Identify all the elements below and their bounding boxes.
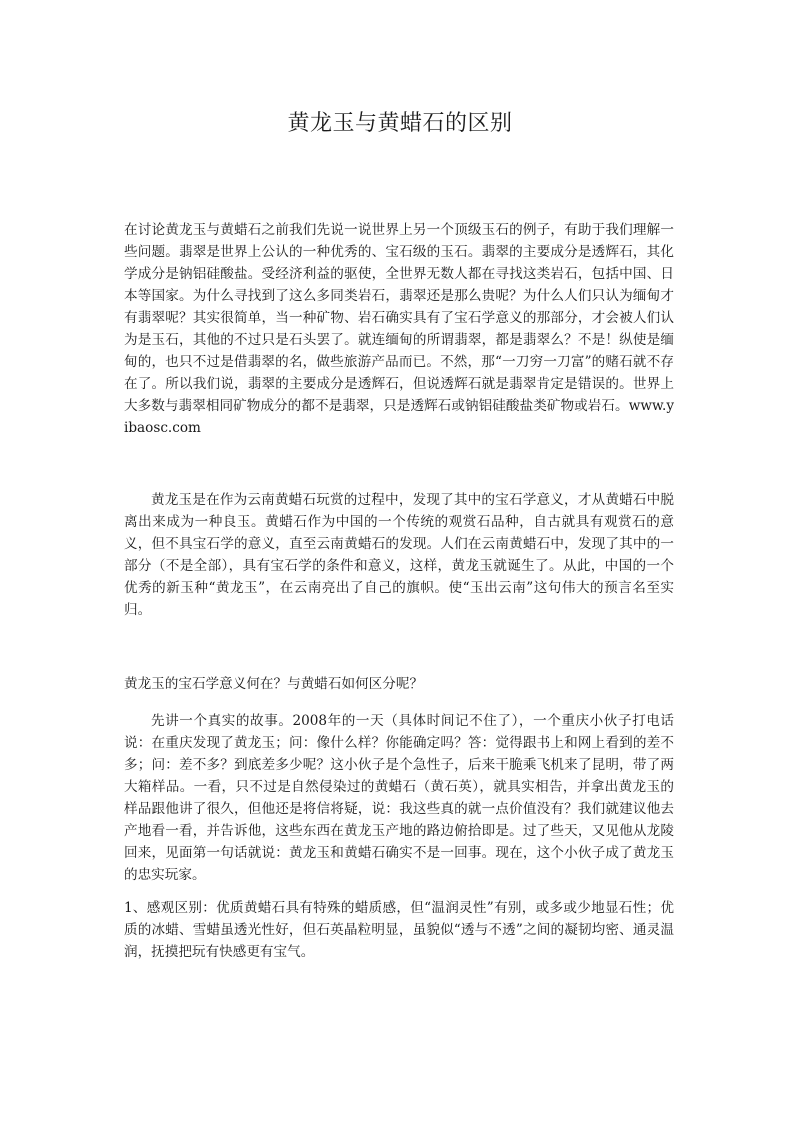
paragraph-story: 先讲一个真实的故事。2008年的一天（具体时间记不住了），一个重庆小伙子打电话说：在重庆发现了黄龙玉；问：像什么样？你能确定吗？答：觉得跟书上和网上看到的差不多；问：差不多？到底差多少呢？这小伙子是个急性子，后来干脆乘飞机来了昆明，带了两大箱样品。一看，只不过是自然侵染过的黄蜡石（黄石英），就具实相告，并拿出黄龙玉的样品跟他讲了很久，但他还是将信将疑，说：我这些真的就一点价值没有？我们就建议他去产地看一看，并告诉他，这些东西在黄龙玉产地的路边俯拾即是。过了些天，又见他从龙陵回来，见面第一句话就说：黄龙玉和黄蜡石确实不是一回事。现在，这个小伙子成了黄龙玉的忠实玩家。 xyxy=(124,713,674,883)
paragraph-sensory-difference: 1、感观区别：优质黄蜡石具有特殊的蜡质感，但“温润灵性”有别，或多或少地显石性；优质的冰蜡、雪蜡虽透光性好，但石英晶粒明显，虽貌似“透与不透”之间的凝韧均密、通灵温润，抚摸把玩有快感更有宝气。 xyxy=(124,900,674,960)
paragraph-origin: 黄龙玉是在作为云南黄蜡石玩赏的过程中，发现了其中的宝石学意义，才从黄蜡石中脱离出来成为一种良玉。黄蜡石作为中国的一个传统的观赏石品种，自古就具有观赏石的意义，但不具宝石学的意义，直至云南黄蜡石的发现。人们在云南黄蜡石中，发现了其中的一部分（不是全部），具有宝石学的条件和意义，这样，黄龙玉就诞生了。从此，中国的一个优秀的新玉种“黄龙玉”，在云南亮出了自己的旗帜。使“玉出云南”这句伟大的预言名至实归。 xyxy=(124,492,674,618)
paragraph-intro: 在讨论黄龙玉与黄蜡石之前我们先说一说世界上另一个顶级玉石的例子，有助于我们理解一些问题。翡翠是世界上公认的一种优秀的、宝石级的玉石。翡翠的主要成分是透辉石，其化学成分是钠铝硅酸盐。受经济利益的驱使，全世界无数人都在寻找这类岩石，包括中国、日本等国家。为什么寻找到了这么多同类岩石，翡翠还是那么贵呢？为什么人们只认为缅甸才有翡翠呢？其实很简单，当一种矿物、岩石确实具有了宝石学意义的那部分，才会被人们认为是玉石，其他的不过只是石头罢了。就连缅甸的所谓翡翠，都是翡翠么？不是！纵使是缅甸的，也只不过是借翡翠的名，做些旅游产品而已。不然，那“一刀穷一刀富”的赌石就不存在了。所以我们说，翡翠的主要成分是透辉石，但说透辉石就是翡翠肯定是错误的。世界上大多数与翡翠相同矿物成分的都不是翡翠，只是透辉石或钠铝硅酸盐类矿物或岩石。www.yibaosc.com xyxy=(124,222,674,436)
section-question: 黄龙玉的宝石学意义何在？与黄蜡石如何区分呢？ xyxy=(124,676,424,692)
document-title: 黄龙玉与黄蜡石的区别 xyxy=(287,111,513,136)
